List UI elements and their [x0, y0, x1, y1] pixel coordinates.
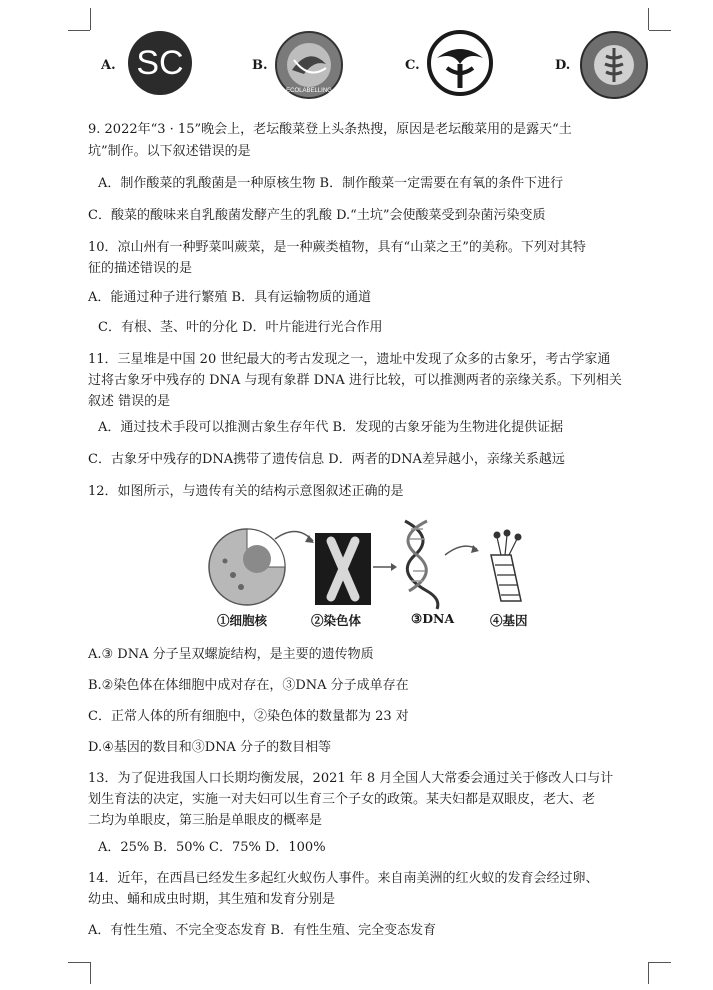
figure-label-dna: ③DNA: [411, 611, 455, 626]
crop-mark-bottom-left: [90, 962, 91, 984]
q12-option-b: B.②染色体在体细胞中成对存在，③DNA 分子成单存在: [88, 678, 409, 693]
genetics-structure-diagram: [205, 515, 545, 610]
q13-stem-line-2: 划生育法的决定，实施一对夫妇可以生育三个子女的政策。某夫妇都是双眼皮，老大、老: [88, 792, 596, 807]
crop-mark-bottom-left-h: [68, 962, 90, 963]
pollution-free-product-logo-icon: [579, 30, 649, 100]
q9-options-cd: C．酸菜的酸味来自乳酸菌发酵产生的乳酸 D.“土坑”会使酸菜受到杂菌污染变质: [88, 208, 546, 223]
cell-nucleus-drawing: [209, 529, 285, 605]
q10-stem-line-2: 征的描述错误的是: [88, 261, 193, 276]
figure-label-nucleus: ①细胞核: [217, 613, 268, 628]
genetics-structure-figure: [205, 515, 545, 635]
q11-options-ab: A．通过技术手段可以推测古象生存年代 B．发现的古象牙能为生物进化提供证据: [98, 420, 564, 435]
q10-options-cd: C．有根、茎、叶的分化 D．叶片能进行光合作用: [98, 320, 383, 335]
q12-option-d: D.④基因的数目和③DNA 分子的数目相等: [88, 740, 332, 755]
q12-option-a: A.③ DNA 分子呈双螺旋结构，是主要的遗传物质: [88, 647, 374, 662]
logo-label-b: B.: [252, 58, 268, 73]
q12-option-c: C．正常人体的所有细胞中，②染色体的数量都为 23 对: [88, 709, 409, 724]
logo-label-c: C.: [405, 58, 420, 73]
q12-stem: 12．如图所示，与遗传有关的结构示意图叙述正确的是: [88, 484, 404, 499]
figure-label-gene: ④基因: [490, 613, 528, 628]
q10-options-ab: A．能通过种子进行繁殖 B．具有运输物质的通道: [88, 290, 372, 305]
crop-mark-top-left-h: [68, 30, 90, 31]
q10-stem-line-1: 10．凉山州有一种野菜叫蕨菜，是一种蕨类植物，具有“山菜之王”的美称。下列对其特: [88, 240, 586, 255]
logo-label-a: A.: [101, 58, 116, 73]
crop-mark-bottom-right-h: [649, 962, 671, 963]
q11-stem-line-1: 11．三星堆是中国 20 世纪最大的考古发现之一，遗址中发现了众多的古象牙，考古学家通: [88, 352, 611, 367]
arrow-2-head: [391, 563, 397, 571]
dna-helix-drawing: [405, 521, 438, 609]
crop-mark-top-left: [90, 8, 91, 30]
q11-options-cd: C．古象牙中残存的DNA携带了遗传信息 D．两者的DNA差异越小，亲缘关系越远: [88, 452, 565, 467]
q13-stem-line-3: 二均为单眼皮，第三胎是单眼皮的概率是: [88, 813, 323, 828]
sc-circle-logo-icon: [127, 30, 193, 96]
q13-stem-line-1: 13．为了促进我国人口长期均衡发展，2021 年 8 月全国人大常委会通过关于修改人口与计: [88, 771, 614, 786]
ecolabelling-seal-icon: [274, 30, 344, 100]
figure-label-chromosome: ②染色体: [311, 613, 362, 628]
q13-options: A．25% B．50% C．75% D．100%: [98, 840, 326, 855]
q11-stem-line-2: 过将古象牙中残存的 DNA 与现有象群 DNA 进行比较，可以推测两者的亲缘关系。下列相关: [88, 373, 622, 388]
arrow-1-head: [305, 535, 314, 543]
green-food-logo-icon: [427, 30, 493, 96]
q14-stem-line-1: 14．近年，在西昌已经发生多起红火蚁伤人事件。来自南美洲的红火蚁的发育会经过卵、: [88, 871, 599, 886]
q9-stem-line-2: 坑”制作。以下叙述错误的是: [88, 144, 251, 159]
q14-options-ab: A．有性生殖、不完全变态发育 B．有性生殖、完全变态发育: [88, 923, 437, 938]
sc-logo-text: SC: [136, 44, 184, 82]
q9-options-ab: A．制作酸菜的乳酸菌是一种原核生物 B．制作酸菜一定需要在有氧的条件下进行: [98, 176, 564, 191]
q14-stem-line-2: 幼虫、蛹和成虫时期，其生殖和发育分别是: [88, 892, 336, 907]
crop-mark-top-right: [648, 8, 649, 30]
q9-stem-line-1: 9. 2022年“3 · 15”晚会上，老坛酸菜登上头条热搜，原因是老坛酸菜用的是露天“土: [88, 122, 572, 137]
logo-label-d: D.: [555, 58, 571, 73]
ecolabelling-seal-text: ECOLABELLING: [286, 88, 332, 94]
logo-options-row: [95, 30, 655, 104]
chromosome-drawing: [315, 533, 371, 605]
gene-drawing: [491, 530, 522, 602]
q11-stem-line-3: 叙述 错误的是: [88, 394, 171, 409]
crop-mark-bottom-right: [648, 962, 649, 984]
